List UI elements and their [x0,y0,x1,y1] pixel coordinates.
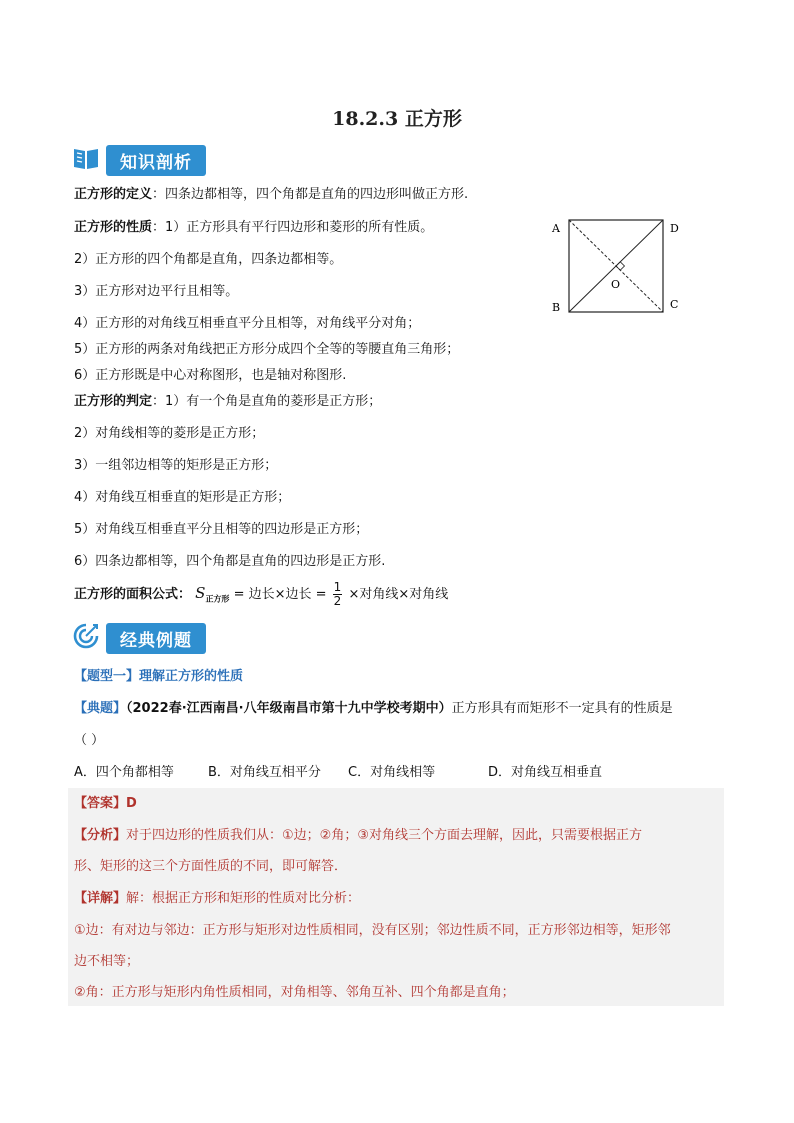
area-eq1: = 边长×边长 = [233,587,327,602]
label-c: C [670,298,679,311]
option-d: D．对角线互相垂直 [488,765,603,780]
definition-text: ：四条边都相等，四个角都是直角的四边形叫做正方形. [152,187,469,202]
judgement-item: 6）四条边都相等，四个角都是直角的四边形是正方形. [74,554,386,569]
label-a: A [552,222,560,235]
detail-text: 解：根据正方形和矩形的性质对比分析： [126,891,361,906]
question-type-label: 【题型一】理解正方形的性质 [74,669,244,684]
judgement-item: 5）对角线互相垂直平分且相等的四边形是正方形； [74,522,369,537]
area-eq2: ×对角线×对角线 [348,587,449,602]
option-a: A．四个角都相等 [74,765,174,780]
analysis-tag: 【分析】 [74,828,127,843]
section-banner-knowledge [72,144,206,176]
detail-line [74,889,360,909]
option-b: B．对角线互相平分 [208,765,321,780]
answer-line [74,794,137,814]
area-subscript: 正方形 [205,594,230,604]
property-item: 5）正方形的两条对角线把正方形分成四个全等的等腰直角三角形； [74,342,460,357]
judgement-item: 2）对角线相等的菱形是正方形； [74,426,265,441]
example-text: 正方形具有而矩形不一定具有的性质是 [451,701,673,716]
judgement-item: ：1）有一个角是直角的菱形是正方形； [152,394,382,409]
answer-value: D [126,796,137,811]
property-item: ：1）正方形具有平行四边形和菱形的所有性质。 [152,220,434,235]
judgement-item: 3）一组邻边相等的矩形是正方形； [74,458,278,473]
option-c: C．对角线相等 [348,765,436,780]
book-icon [72,145,100,175]
analysis-text: 对于四边形的性质我们从：①边；②角；③对角线三个方面去理解，因此，只需要根据正方 [126,828,642,843]
judgement-item: 4）对角线互相垂直的矩形是正方形； [74,490,291,505]
example-source: （2022春·江西南昌·八年级南昌市第十九中学校考期中） [126,701,452,716]
fraction-half [333,581,343,608]
example-question [74,700,673,718]
question-type-heading [74,668,243,686]
label-o: O [611,278,621,291]
area-symbol: S [195,584,206,602]
example-tag: 【典题】 [74,701,127,716]
definition-line [74,186,468,204]
right-angle-mark [616,262,624,270]
section-label: 知识剖析 [106,145,206,176]
page-title: 18.2.3 正方形 [332,108,462,130]
property-item: 2）正方形的四个角都是直角，四条边都相等。 [74,252,343,267]
property-line [74,219,433,237]
properties-head: 正方形的性质 [74,220,153,235]
judgement-line [74,393,381,411]
answer-paren: （ ） [74,733,105,748]
section-banner-examples [72,622,206,654]
square-figure [548,215,688,320]
property-item: 3）正方形对边平行且相等。 [74,284,239,299]
definition-head: 正方形的定义 [74,187,153,202]
answer-tag: 【答案】 [74,796,127,811]
detail-point-1: ①边：有对边与邻边：正方形与矩形对边性质相同，没有区别；邻边性质不同，正方形邻边相等，矩形邻 [74,923,671,938]
analysis-text-cont: 形、矩形的这三个方面性质的不同，即可解答． [74,859,348,874]
area-head: 正方形的面积公式： [74,587,192,602]
options-row [74,764,602,782]
label-b: B [552,301,561,314]
fraction-denominator: 2 [333,594,342,608]
target-icon [72,622,100,654]
analysis-line [74,826,642,846]
label-d: D [670,222,679,235]
judgement-head: 正方形的判定 [74,394,153,409]
property-item: 6）正方形既是中心对称图形，也是轴对称图形. [74,368,347,383]
detail-point-2: ②角：正方形与矩形内角性质相同，对角相等、邻角互补、四个角都是直角； [74,985,515,1000]
detail-point-1-cont: 边不相等； [74,954,140,969]
fraction-numerator: 1 [333,580,342,594]
property-item: 4）正方形的对角线互相垂直平分且相等，对角线平分对角； [74,316,421,331]
detail-tag: 【详解】 [74,891,127,906]
section-label: 经典例题 [106,623,206,654]
area-formula [74,578,448,615]
